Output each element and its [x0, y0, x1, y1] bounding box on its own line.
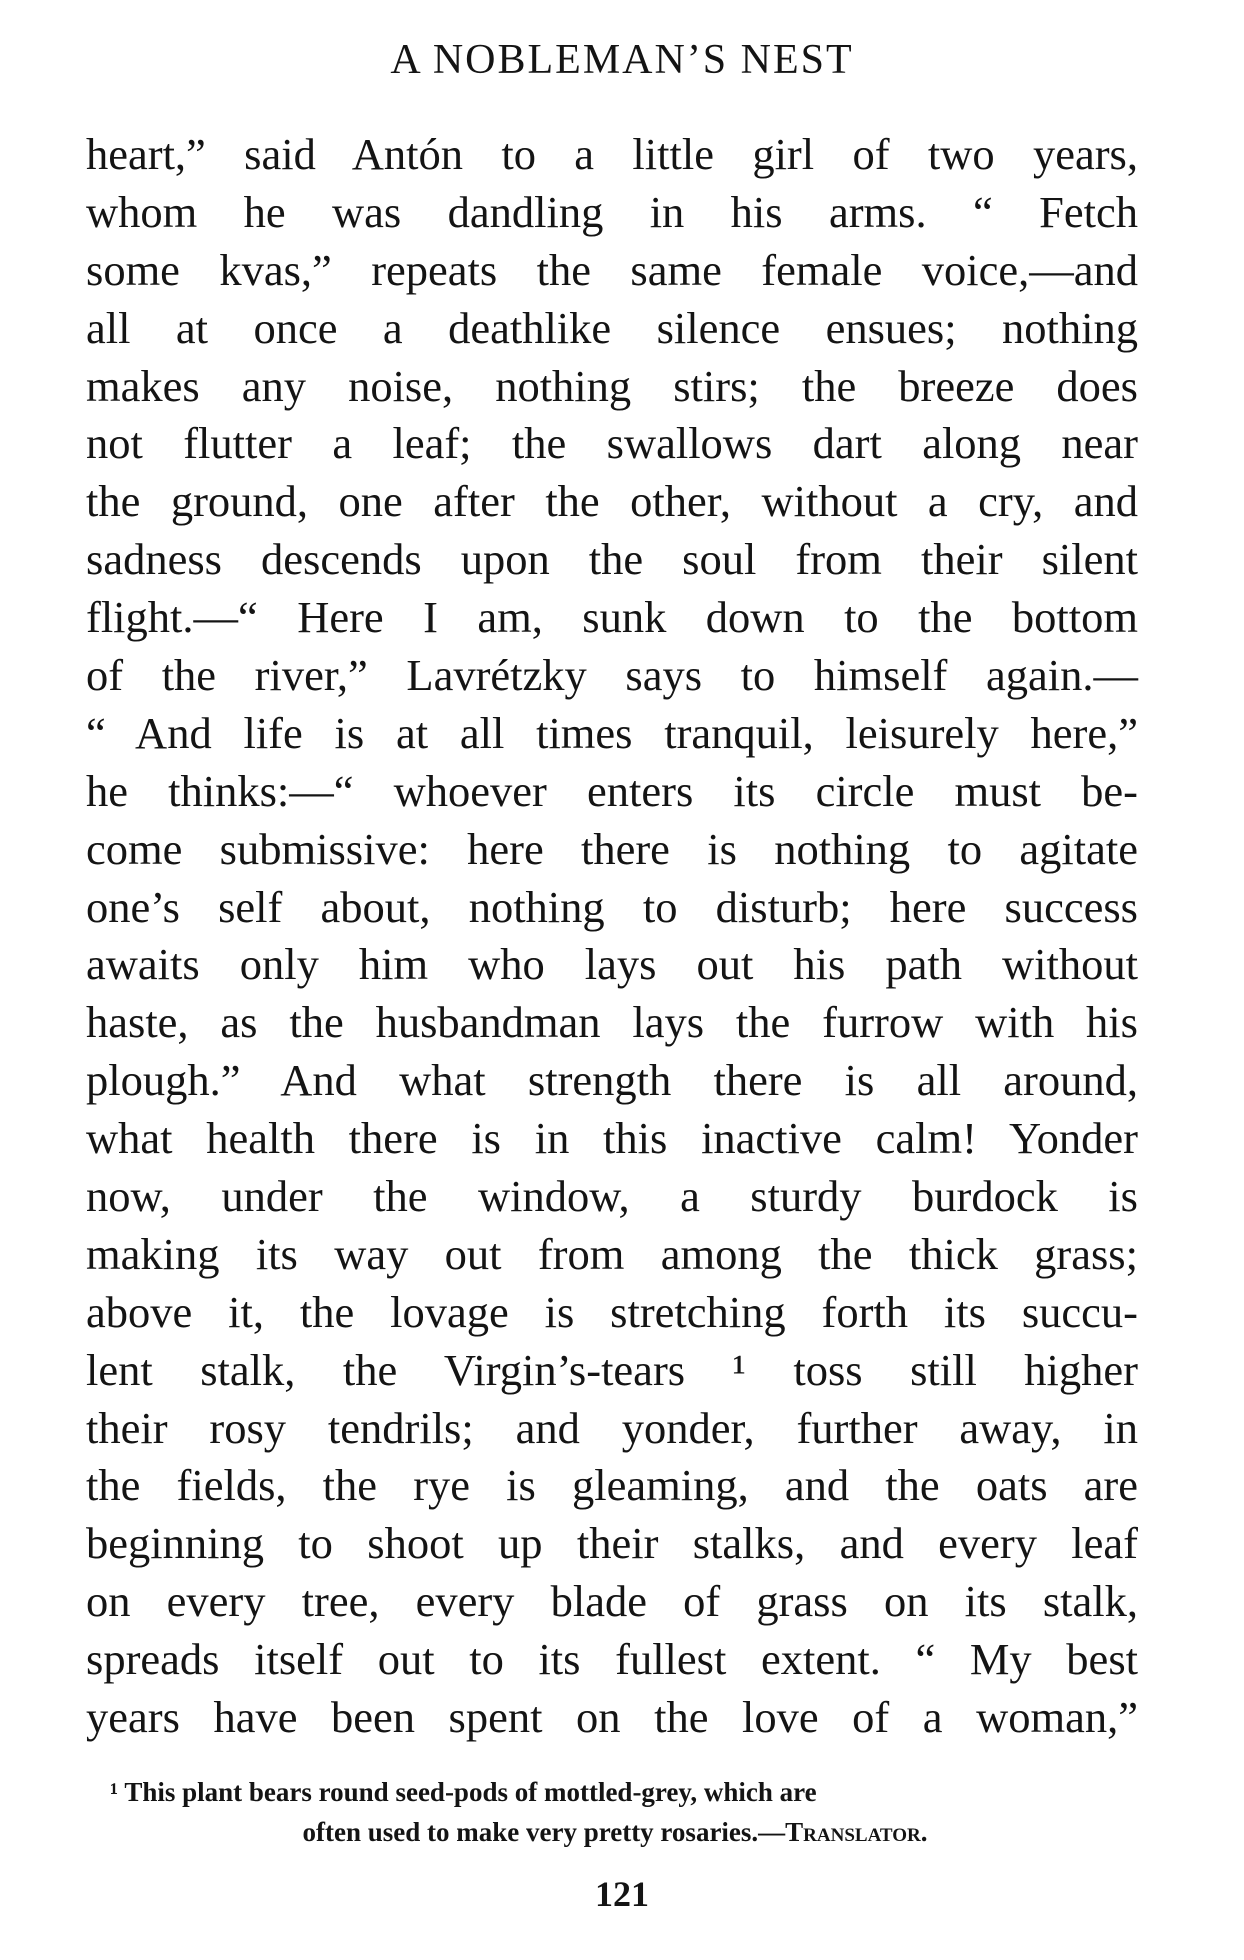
text-line: sadness descends upon the soul from their silent: [86, 534, 1138, 585]
page-number: 121: [595, 1874, 649, 1914]
running-head: A NOBLEMAN’S NEST: [390, 37, 854, 83]
text-line: all at once a deathlike silence ensues; nothing: [86, 302, 1138, 353]
body-text: [86, 126, 1138, 1747]
footnote-line: ¹ This plant bears round seed-pods of mottled-grey, which are: [110, 1777, 817, 1807]
text-line: the fields, the rye is gleaming, and the oats are: [86, 1460, 1138, 1511]
text-line: what health there is in this inactive calm! Yonder: [86, 1113, 1138, 1164]
text-line: spreads itself out to its fullest extent. “ My best: [86, 1634, 1138, 1685]
text-line: plough.” And what strength there is all around,: [86, 1055, 1138, 1106]
text-line: of the river,” Lavrétzky says to himself again.—: [86, 650, 1138, 701]
text-line: flight.—“ Here I am, sunk down to the bottom: [86, 592, 1138, 643]
text-line: making its way out from among the thick grass;: [86, 1228, 1138, 1279]
text-line: the ground, one after the other, without a cry, and: [86, 476, 1138, 527]
text-line: above it, the lovage is stretching forth its succu-: [86, 1286, 1138, 1337]
text-line: now, under the window, a sturdy burdock is: [86, 1171, 1138, 1222]
text-line: years have been spent on the love of a woman,”: [86, 1692, 1138, 1743]
text-line: beginning to shoot up their stalks, and every leaf: [86, 1518, 1138, 1569]
text-line: lent stalk, the Virgin’s-tears ¹ toss still higher: [86, 1344, 1138, 1395]
footnote-attribution: Translator.: [785, 1817, 928, 1847]
text-line: whom he was dandling in his arms. “ Fetch: [86, 186, 1138, 237]
text-line: “ And life is at all times tranquil, leisurely here,”: [86, 707, 1138, 758]
footnote-text: often used to make very pretty rosaries.—: [302, 1817, 786, 1847]
footnote: [110, 1772, 1120, 1852]
text-line: he thinks:—“ whoever enters its circle must be-: [86, 765, 1138, 816]
text-line: not flutter a leaf; the swallows dart along near: [86, 418, 1138, 469]
text-line: haste, as the husbandman lays the furrow with his: [86, 997, 1138, 1048]
footnote-line: [110, 1812, 1120, 1852]
text-line: one’s self about, nothing to disturb; here success: [86, 881, 1138, 932]
text-line: heart,” said Antón to a little girl of two years,: [86, 129, 1138, 179]
text-line: on every tree, every blade of grass on its stalk,: [86, 1576, 1138, 1627]
text-line: awaits only him who lays out his path without: [86, 939, 1138, 990]
text-line: come submissive: here there is nothing to agitate: [86, 823, 1138, 874]
text-line: some kvas,” repeats the same female voice,—and: [86, 244, 1138, 295]
text-line: their rosy tendrils; and yonder, further away, in: [86, 1402, 1138, 1453]
text-line: makes any noise, nothing stirs; the breeze does: [86, 360, 1138, 411]
